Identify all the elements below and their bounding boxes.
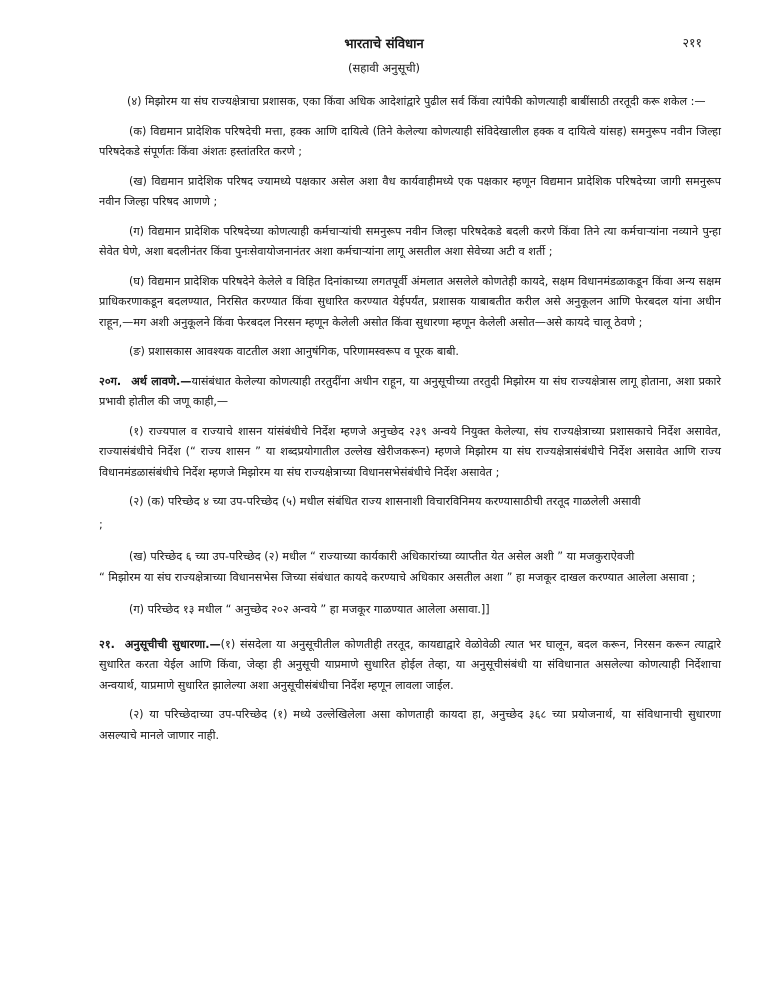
body-text bbox=[99, 92, 721, 755]
clause-4-gha: (घ) विद्यमान प्रादेशिक परिषदेने केलेले व विहित दिनांकाच्या लगतपूर्वी अंमलात असलेले कोणतेही कायदे, सक्षम विधानमंडळाकडून किंवा अन्य सक्षम प्राधिकरणाकडून बदलण्यात, निरसित करण्यात किंवा सुधारित करण्यात येईपर्यंत, प्रशासक याबाबतीत करील असे अनुकूलन आणि फेरबदल यांना अधीन राहून,—मग अशी अनुकूलने किंवा फेरबदल निरसन म्हणून केलेली असोत किंवा सुधारणा म्हणून केलेली असोत—असे कायदे चालू ठेवणे ; bbox=[99, 274, 721, 329]
schedule-subtitle: (सहावी अनुसूची) bbox=[347, 61, 421, 75]
clause-4-ka: (क) विद्यमान प्रादेशिक परिषदेची मत्ता, हक्क आणि दायित्वे (तिने केलेल्या कोणत्याही संविदेखालील हक्क व दायित्वे यांसह) समनुरूप नवीन जिल्हा परिषदेकडे संपूर्णतः किंवा अंशतः हस्तांतरित करणे ; bbox=[99, 124, 721, 158]
section-20g-item-2-kha: (ख) परिच्छेद ६ च्या उप-परिच्छेद (२) मधील “ राज्याच्या कार्यकारी अधिकारांच्या व्याप्तीत येत असेल अशी ” या मजकुराऐवजी bbox=[129, 550, 635, 563]
page-title: भारताचे संविधान bbox=[344, 37, 424, 52]
section-20g-item-2-ka: (२) (क) परिच्छेद ४ च्या उप-परिच्छेद (५) मधील संबंधित राज्य शासनाशी विचारविनिमय करण्यासाठीची तरतूद गाळलेली असावी bbox=[129, 495, 641, 508]
section-21-text: (१) संसदेला या अनुसूचीतील कोणतीही तरतूद, कायद्याद्वारे वेळोवेळी त्यात भर घालून, बदल करून, निरसन करून त्याद्वारे सुधारित करता येईल आणि किंवा, जेव्हा ही अनुसूची याप्रमाणे सुधारित होईल तेव्हा, या अनुसूचीसंबंधी या संविधानात असलेल्या कोणत्याही निर्देशाचा अन्वयार्थ, याप्रमाणे सुधारित झालेल्या अशा अनुसूचीसंबंधीचा निर्देश म्हणून लावला जाईल. bbox=[99, 637, 721, 692]
section-20g-item-2-kha-cont: “ मिझोरम या संघ राज्यक्षेत्राच्या विधानसभेस जिच्या संबंधात कायदे करण्याचे अधिकार असतील अशा ” हा मजकूर दाखल करण्यात आलेला असावा ; bbox=[99, 570, 696, 584]
page-number: २११ bbox=[682, 35, 702, 50]
section-21-item-2: (२) या परिच्छेदाच्या उप-परिच्छेद (१) मध्ये उल्लेखिलेला असा कोणताही कायदा हा, अनुच्छेद ३६८ च्या प्रयोजनार्थ, या संविधानाची सुधारणा असल्याचे मानले जाणार नाही. bbox=[99, 708, 721, 742]
clause-4-kha: (ख) विद्यमान प्रादेशिक परिषद ज्यामध्ये पक्षकार असेल अशा वैध कार्यवाहीमध्ये एक पक्षकार म्हणून विद्यमान प्रादेशिक परिषदेच्या जागी समनुरूप नवीन जिल्हा परिषद आणणे ; bbox=[99, 174, 721, 208]
clause-4: (४) मिझोरम या संघ राज्यक्षेत्राचा प्रशासक, एका किंवा अधिक आदेशांद्वारे पुढील सर्व किंवा त्यांपैकी कोणत्याही बाबींसाठी तरतूदी करू शकेल :— bbox=[127, 95, 706, 108]
section-21 bbox=[99, 635, 721, 697]
clause-4-nga: (ङ) प्रशासकास आवश्यक वाटतील अशा आनुषंगिक, परिणामस्वरूप व पूरक बाबी. bbox=[129, 345, 459, 358]
section-20g-text: यासंबंधात केलेल्या कोणत्याही तरतुदींना अधीन राहून, या अनुसूचीच्या तरतुदी मिझोरम या संघ राज्यक्षेत्रास लागू होताना, अशा प्रकारे प्रभावी होतील की जणू काही,— bbox=[99, 374, 722, 408]
section-20g-item-2-ga: (ग) परिच्छेद १३ मधील “ अनुच्छेद २०२ अन्वये ” हा मजकूर गाळण्यात आलेला असावा.]] bbox=[129, 603, 490, 616]
section-20g-item-1: (१) राज्यपाल व राज्याचे शासन यांसंबंधीचे निर्देश म्हणजे अनुच्छेद २३९ अन्वये नियुक्त केलेल्या, संघ राज्यक्षेत्राच्या प्रशासकाचे निर्देश असावेत, राज्यासंबंधीचे निर्देश (“ राज्य शासन ” या शब्दप्रयोगातील उल्लेख खेरीजकरून) म्हणजे मिझोरम या संघ राज्यक्षेत्रासंबंधीचे निर्देश असावेत आणि राज्य विधानमंडळासंबंधीचे निर्देश म्हणजे मिझोरम या संघ राज्यक्षेत्राच्या विधानसभेसंबंधीचे निर्देश असावेत ; bbox=[99, 424, 721, 479]
section-21-title: अनुसूचीची सुधारणा.— bbox=[124, 637, 221, 651]
section-21-number: २१. bbox=[99, 637, 115, 651]
section-20g-title: अर्थ लावणे.— bbox=[131, 374, 192, 388]
section-20g-item-2-ka-end: ; bbox=[99, 517, 103, 531]
section-20g bbox=[99, 372, 721, 413]
clause-4-ga: (ग) विद्यमान प्रादेशिक परिषदेच्या कोणत्याही कर्मचाऱ्यांची समनुरूप नवीन जिल्हा परिषदेकडे बदली करणे किंवा तिने त्या कर्मचाऱ्यांना नव्याने पुन्हा सेवेत घेणे, अशा बदलीनंतर किंवा पुनःसेवायोजनानंतर अशा कर्मचाऱ्यांना लागू असतील अशा सेवेच्या अटी व शर्ती ; bbox=[99, 224, 721, 258]
section-20g-number: २०ग. bbox=[99, 374, 122, 388]
